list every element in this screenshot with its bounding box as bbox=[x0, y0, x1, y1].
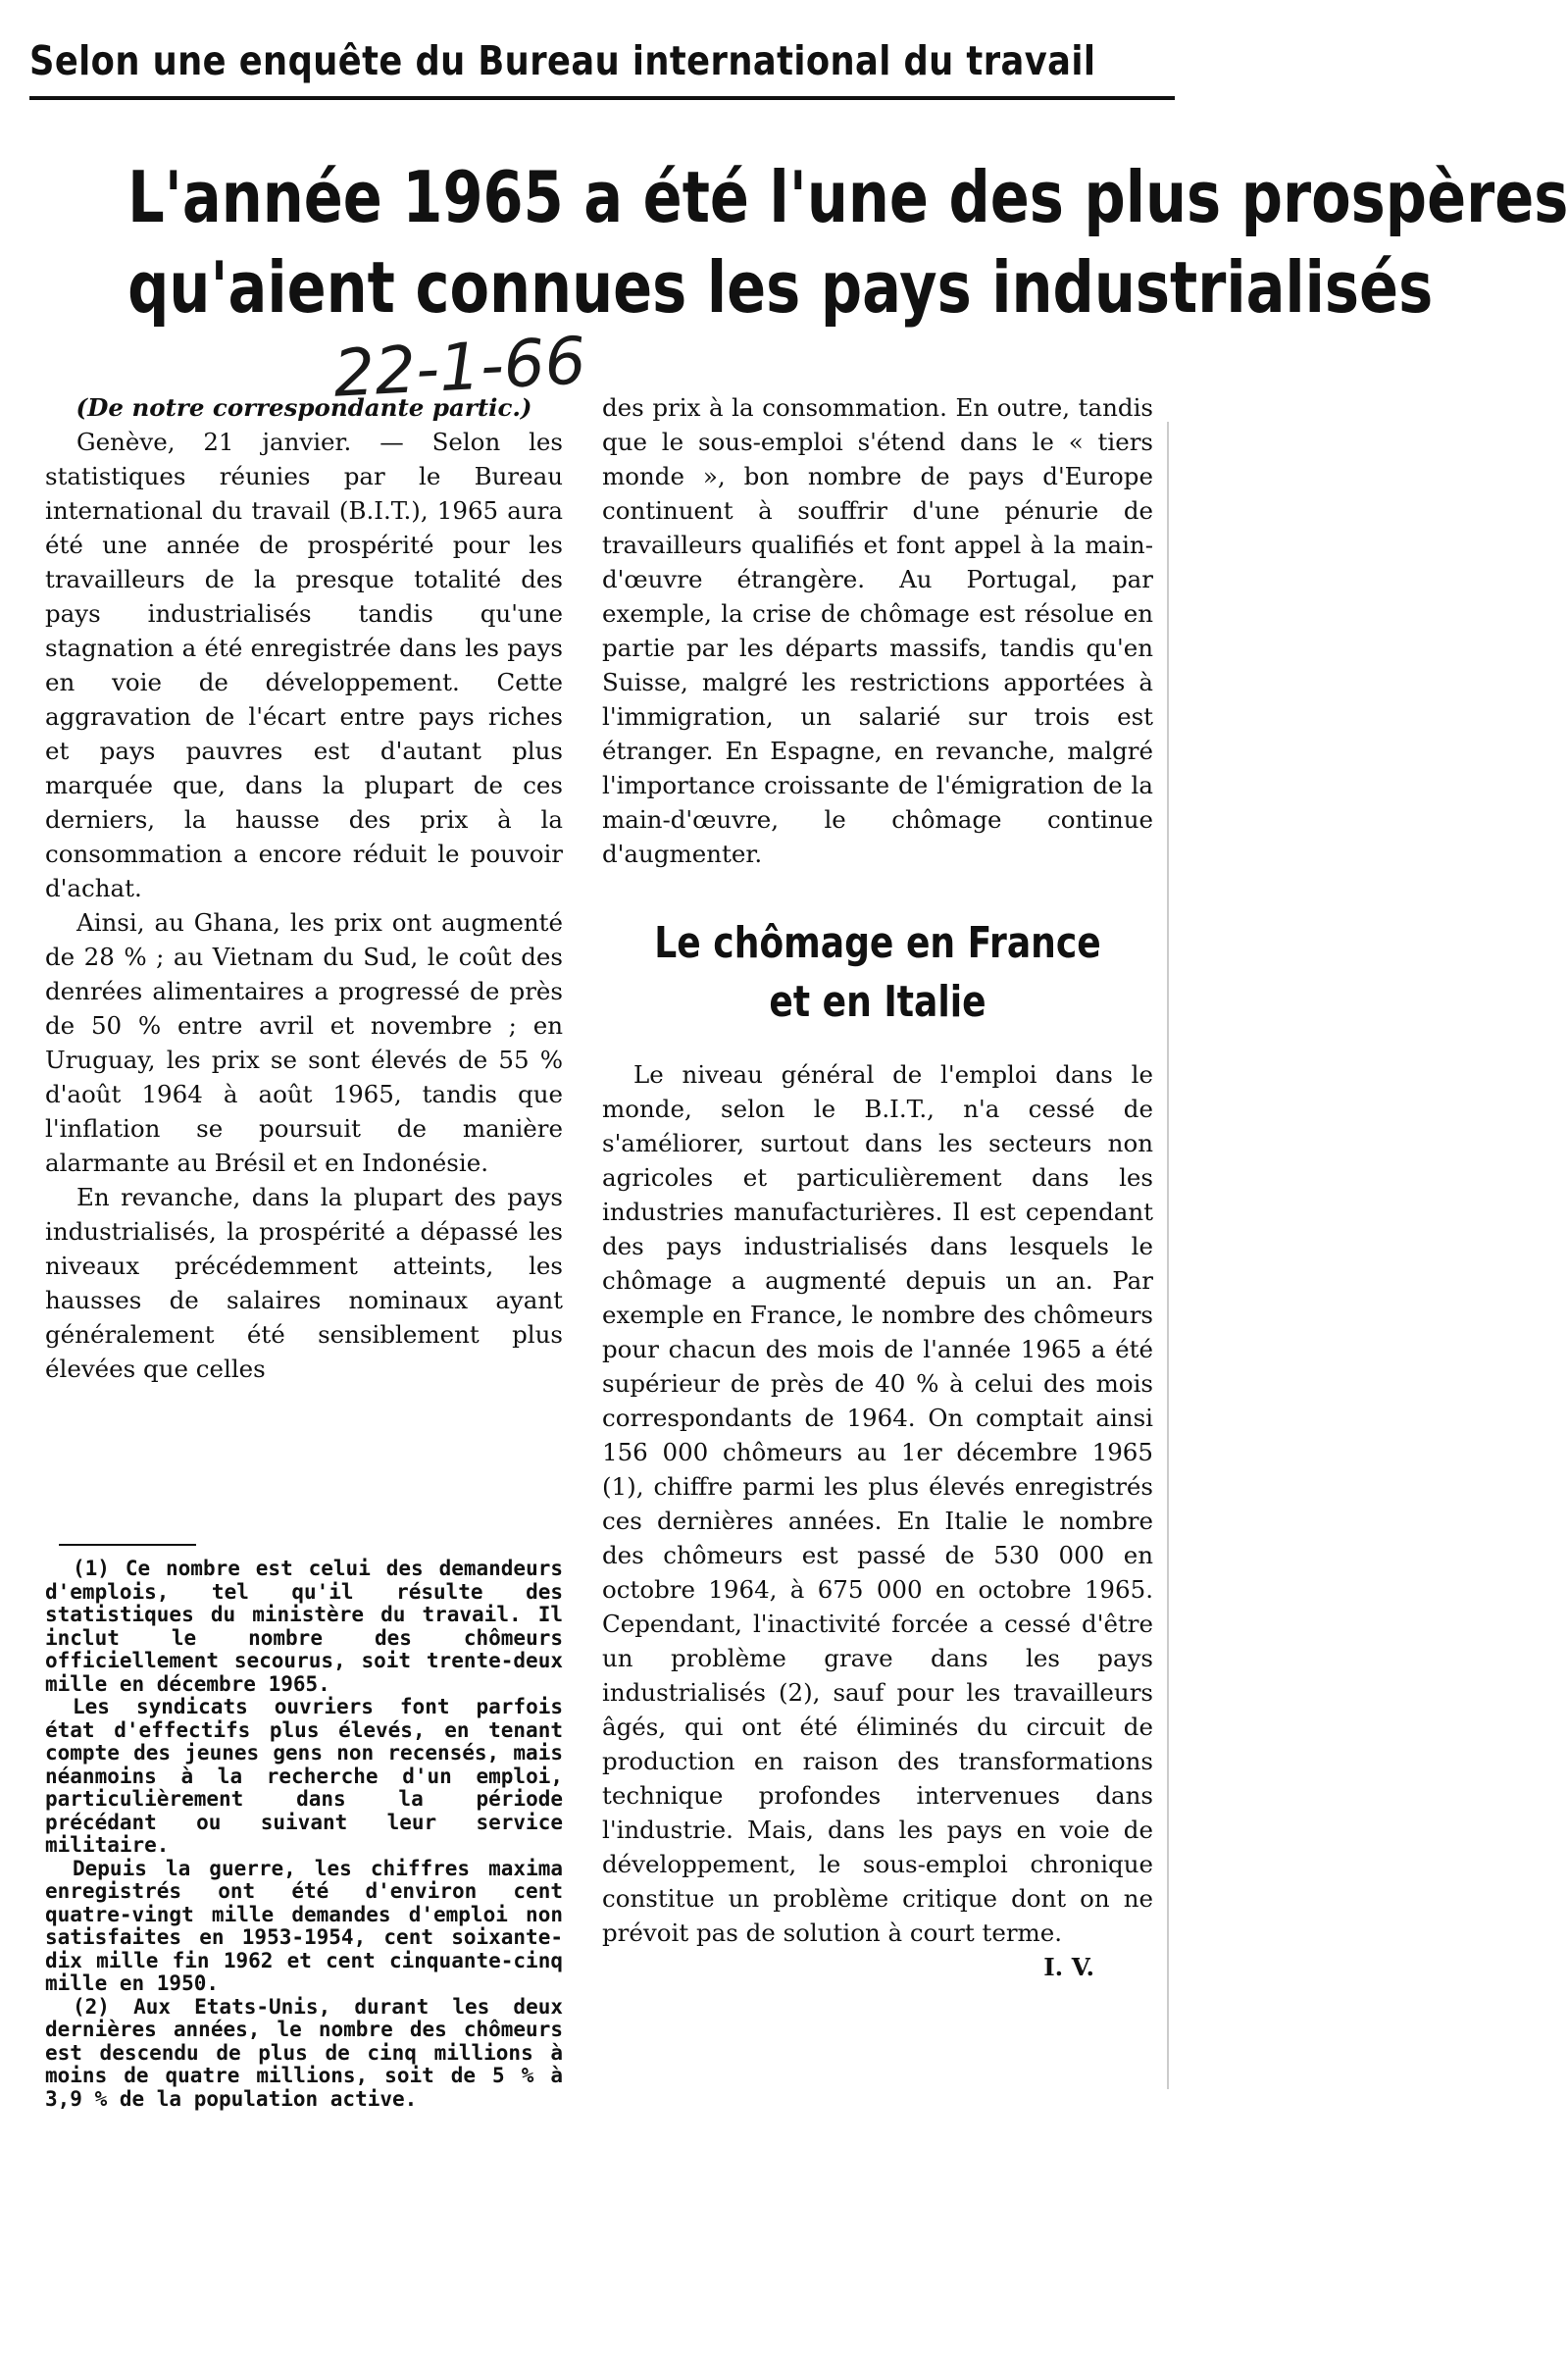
headline bbox=[20, 152, 1568, 333]
footnote-1-cont-a: Les syndicats ouvriers font parfois état d'effectifs plus élevés, en tenant compte des jeunes gens non recensés, mais néanmoins à la recherche d'un emploi, particulièrement dans la période précédant ou suivant leur service militaire. bbox=[45, 1695, 563, 1857]
signature: I. V. bbox=[1043, 1953, 1094, 1981]
kicker-rule bbox=[29, 96, 1175, 100]
article-column-right bbox=[602, 390, 1153, 1984]
headline-line-2: qu'aient connues les pays industrialisés bbox=[127, 246, 1434, 329]
subheading-line-2: et en Italie bbox=[769, 977, 986, 1027]
margin-line bbox=[1167, 422, 1169, 2089]
kicker-heading: Selon une enquête du Bureau international du travail bbox=[29, 37, 1096, 84]
subheading-line-1: Le chômage en France bbox=[654, 918, 1101, 968]
headline-line-1: L'année 1965 a été l'une des plus prospères bbox=[127, 156, 1568, 238]
article-column-left bbox=[45, 390, 563, 1386]
paragraph-1: Genève, 21 janvier. — Selon les statistiques réunies par le Bureau international du travail (B.I.T.), 1965 aura été une année de prospérité pour les travailleurs de la presque totalité des pays industrialisés tandis qu'une stagnation a été enregistrée dans les pays en voie de développement. Cette aggravation de l'écart entre pays riches et pays pauvres est d'autant plus marquée que, dans la plupart de ces derniers, la hausse des prix à la consommation a encore réduit le pouvoir d'achat. bbox=[45, 428, 563, 902]
footnotes bbox=[45, 1558, 563, 2111]
subheading bbox=[602, 914, 1153, 1032]
paragraph-2: Ainsi, au Ghana, les prix ont augmenté de 28 % ; au Vietnam du Sud, le coût des denrées alimentaires a progressé de près de 50 % entre avril et novembre ; en Uruguay, les prix se sont élevés de 55 % d'août 1964 à août 1965, tandis que l'inflation se poursuit de manière alarmante au Brésil et en Indonésie. bbox=[45, 908, 563, 1177]
footnote-1-cont-b: Depuis la guerre, les chiffres maxima enregistrés ont été d'environ cent quatre-vingt mille demandes d'emploi non satisfaites en 1953-1954, cent soixante-dix mille fin 1962 et cent cinquante-cinq mille en 1950. bbox=[45, 1856, 563, 1995]
footnote-rule bbox=[59, 1544, 196, 1546]
byline: (De notre correspondante partic.) bbox=[76, 393, 532, 422]
handwritten-date: 22-1-66 bbox=[331, 323, 588, 412]
paragraph-3: En revanche, dans la plupart des pays industrialisés, la prospérité a dépassé les niveaux précédemment atteints, les hausses de salaires nominaux ayant généralement été sensiblement plus élevées que celles bbox=[45, 1183, 563, 1383]
paragraph-5: Le niveau général de l'emploi dans le monde, selon le B.I.T., n'a cessé de s'améliorer, surtout dans les secteurs non agricoles et particulièrement dans les industries manufacturières. Il est cependant des pays industrialisés dans lesquels le chômage a augmenté depuis un an. Par exemple en France, le nombre des chômeurs pour chacun des mois de l'année 1965 a été supérieur de près de 40 % à celui des mois correspondants de 1964. On comptait ainsi 156 000 chômeurs au 1er décembre 1965 (1), chiffre parmi les plus élevés enregistrés ces dernières années. En Italie le nombre des chômeurs est passé de 530 000 en octobre 1964, à 675 000 en octobre 1965. Cependant, l'inactivité forcée a cessé d'être un problème grave dans les pays industrialisés (2), sauf pour les travailleurs âgés, qui ont été éliminés du circuit de production en raison des transformations technique profondes intervenues dans l'industrie. Mais, dans les pays en voie de développement, le sous-emploi chronique constitue un problème critique dont on ne prévoit pas de solution à court terme. bbox=[602, 1060, 1153, 1947]
paragraph-4: des prix à la consommation. En outre, tandis que le sous-emploi s'étend dans le « tiers monde », bon nombre de pays d'Europe continuent à souffrir d'une pénurie de travailleurs qualifiés et font appel à la main-d'œuvre étrangère. Au Portugal, par exemple, la crise de chômage est résolue en partie par les départs massifs, tandis qu'en Suisse, malgré les restrictions apportées à l'immigration, un salarié sur trois est étranger. En Espagne, en revanche, malgré l'importance croissante de l'émigration de la main-d'œuvre, le chômage continue d'augmenter. bbox=[602, 393, 1153, 868]
footnote-2: (2) Aux Etats-Unis, durant les deux dernières années, le nombre des chômeurs est descendu de plus de cinq millions à moins de quatre millions, soit de 5 % à 3,9 % de la population active. bbox=[45, 1994, 563, 2111]
footnote-1: (1) Ce nombre est celui des demandeurs d'emplois, tel qu'il résulte des statistiques du ministère du travail. Il inclut le nombre des chômeurs officiellement secourus, soit trente-deux mille en décembre 1965. bbox=[45, 1557, 563, 1696]
